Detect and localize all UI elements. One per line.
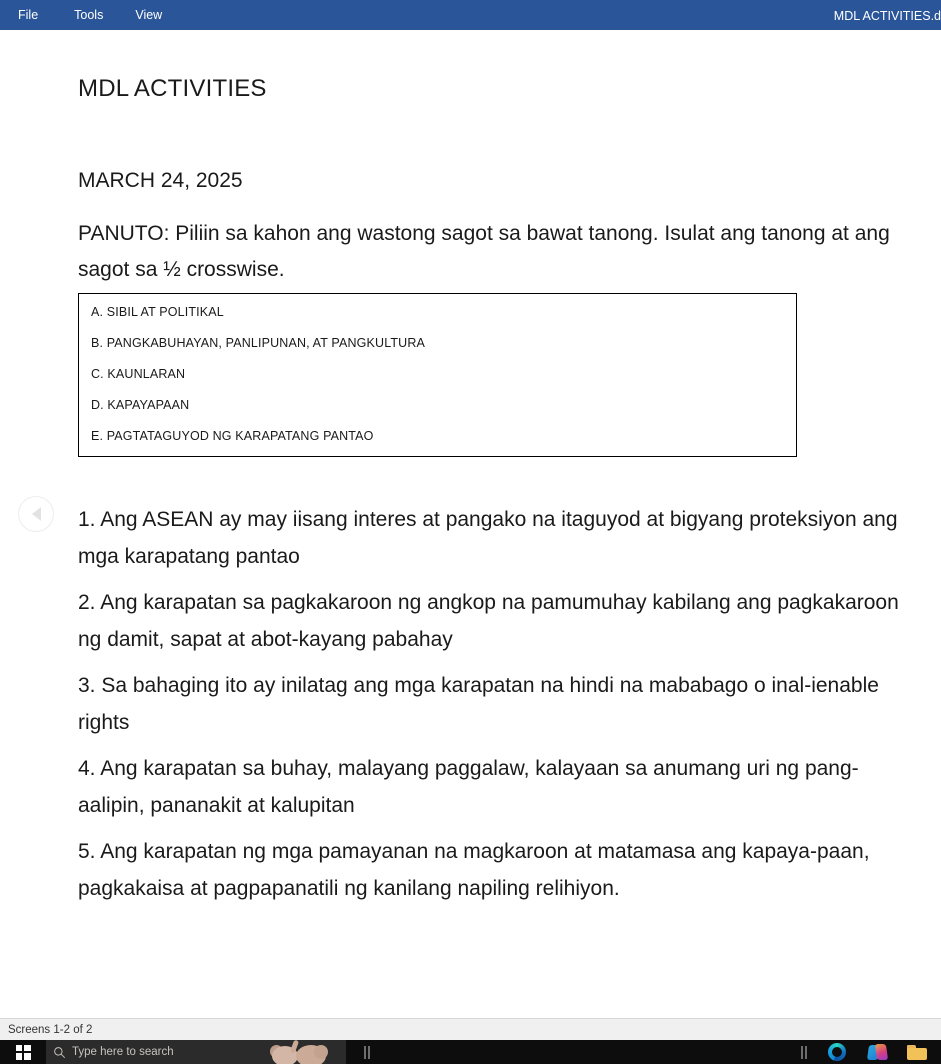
- document-title: MDL ACTIVITIES.d: [833, 9, 941, 23]
- edge-icon[interactable]: [817, 1040, 857, 1064]
- file-explorer-icon[interactable]: [897, 1040, 937, 1064]
- taskbar-search-box[interactable]: [46, 1040, 346, 1064]
- menu-view[interactable]: View: [135, 8, 163, 22]
- triangle-left-icon: [32, 507, 41, 521]
- status-bar: [0, 1018, 941, 1040]
- windows-taskbar: [0, 1040, 941, 1064]
- tray-separator-icon: [795, 1046, 817, 1059]
- status-screens-label: Screens 1-2 of 2: [8, 1023, 93, 1036]
- search-icon: [46, 1046, 72, 1059]
- menu-items: [0, 0, 178, 30]
- question-item-2: 2. Ang karapatan sa pagkakaroon ng angkop na pamumuhay kabilang ang pagkakaroon ng damit, sapat at abot-kayang pabahay: [78, 591, 899, 651]
- question-item-4: 4. Ang karapatan sa buhay, malayang paggalaw, kalayaan sa anumang uri ng pang-aalipin, pananakit at kalupitan: [78, 757, 859, 817]
- menu-bar: [0, 0, 941, 30]
- options-box: [78, 293, 797, 457]
- task-view-button[interactable]: [346, 1040, 388, 1064]
- menu-tools[interactable]: Tools: [74, 8, 104, 22]
- task-view-icon: [364, 1046, 370, 1059]
- instruction-paragraph: PANUTO: Piliin sa kahon ang wastong sagot sa bawat tanong. Isulat ang tanong at ang sagot sa ½ crosswise.: [78, 222, 890, 281]
- page-title: MDL ACTIVITIES: [78, 75, 267, 102]
- document-canvas: [0, 30, 941, 1018]
- option-item-c: C. KAUNLARAN: [91, 367, 186, 381]
- option-item-b: B. PANGKABUHAYAN, PANLIPUNAN, AT PANGKULTURA: [91, 336, 425, 350]
- question-item-5: 5. Ang karapatan ng mga pamayanan na magkaroon at matamasa ang kapaya-paan, pagkakaisa at pagpapanatili ng kanilang napiling relihiyon.: [78, 840, 870, 900]
- previous-page-button[interactable]: [18, 496, 54, 532]
- option-item-e: E. PAGTATAGUYOD NG KARAPATANG PANTAO: [91, 429, 374, 443]
- office-icon[interactable]: [857, 1040, 897, 1064]
- question-item-1: 1. Ang ASEAN ay may iisang interes at pangako na itaguyod at bigyang proteksiyon ang mga karapatang pantao: [78, 508, 898, 568]
- taskbar-tray: [795, 1040, 941, 1064]
- option-item-a: A. SIBIL AT POLITIKAL: [91, 305, 224, 319]
- questions-list: [78, 502, 923, 907]
- question-item-3: 3. Sa bahaging ito ay inilatag ang mga karapatan na hindi na mababago o inal-ienable rights: [78, 674, 879, 734]
- elephants-image: [270, 1040, 332, 1064]
- option-item-d: D. KAPAYAPAAN: [91, 398, 190, 412]
- search-input[interactable]: Type here to search: [72, 1046, 174, 1058]
- menu-file[interactable]: File: [18, 8, 39, 22]
- windows-logo-icon: [16, 1045, 31, 1060]
- start-button[interactable]: [0, 1040, 46, 1064]
- document-date: MARCH 24, 2025: [78, 169, 243, 192]
